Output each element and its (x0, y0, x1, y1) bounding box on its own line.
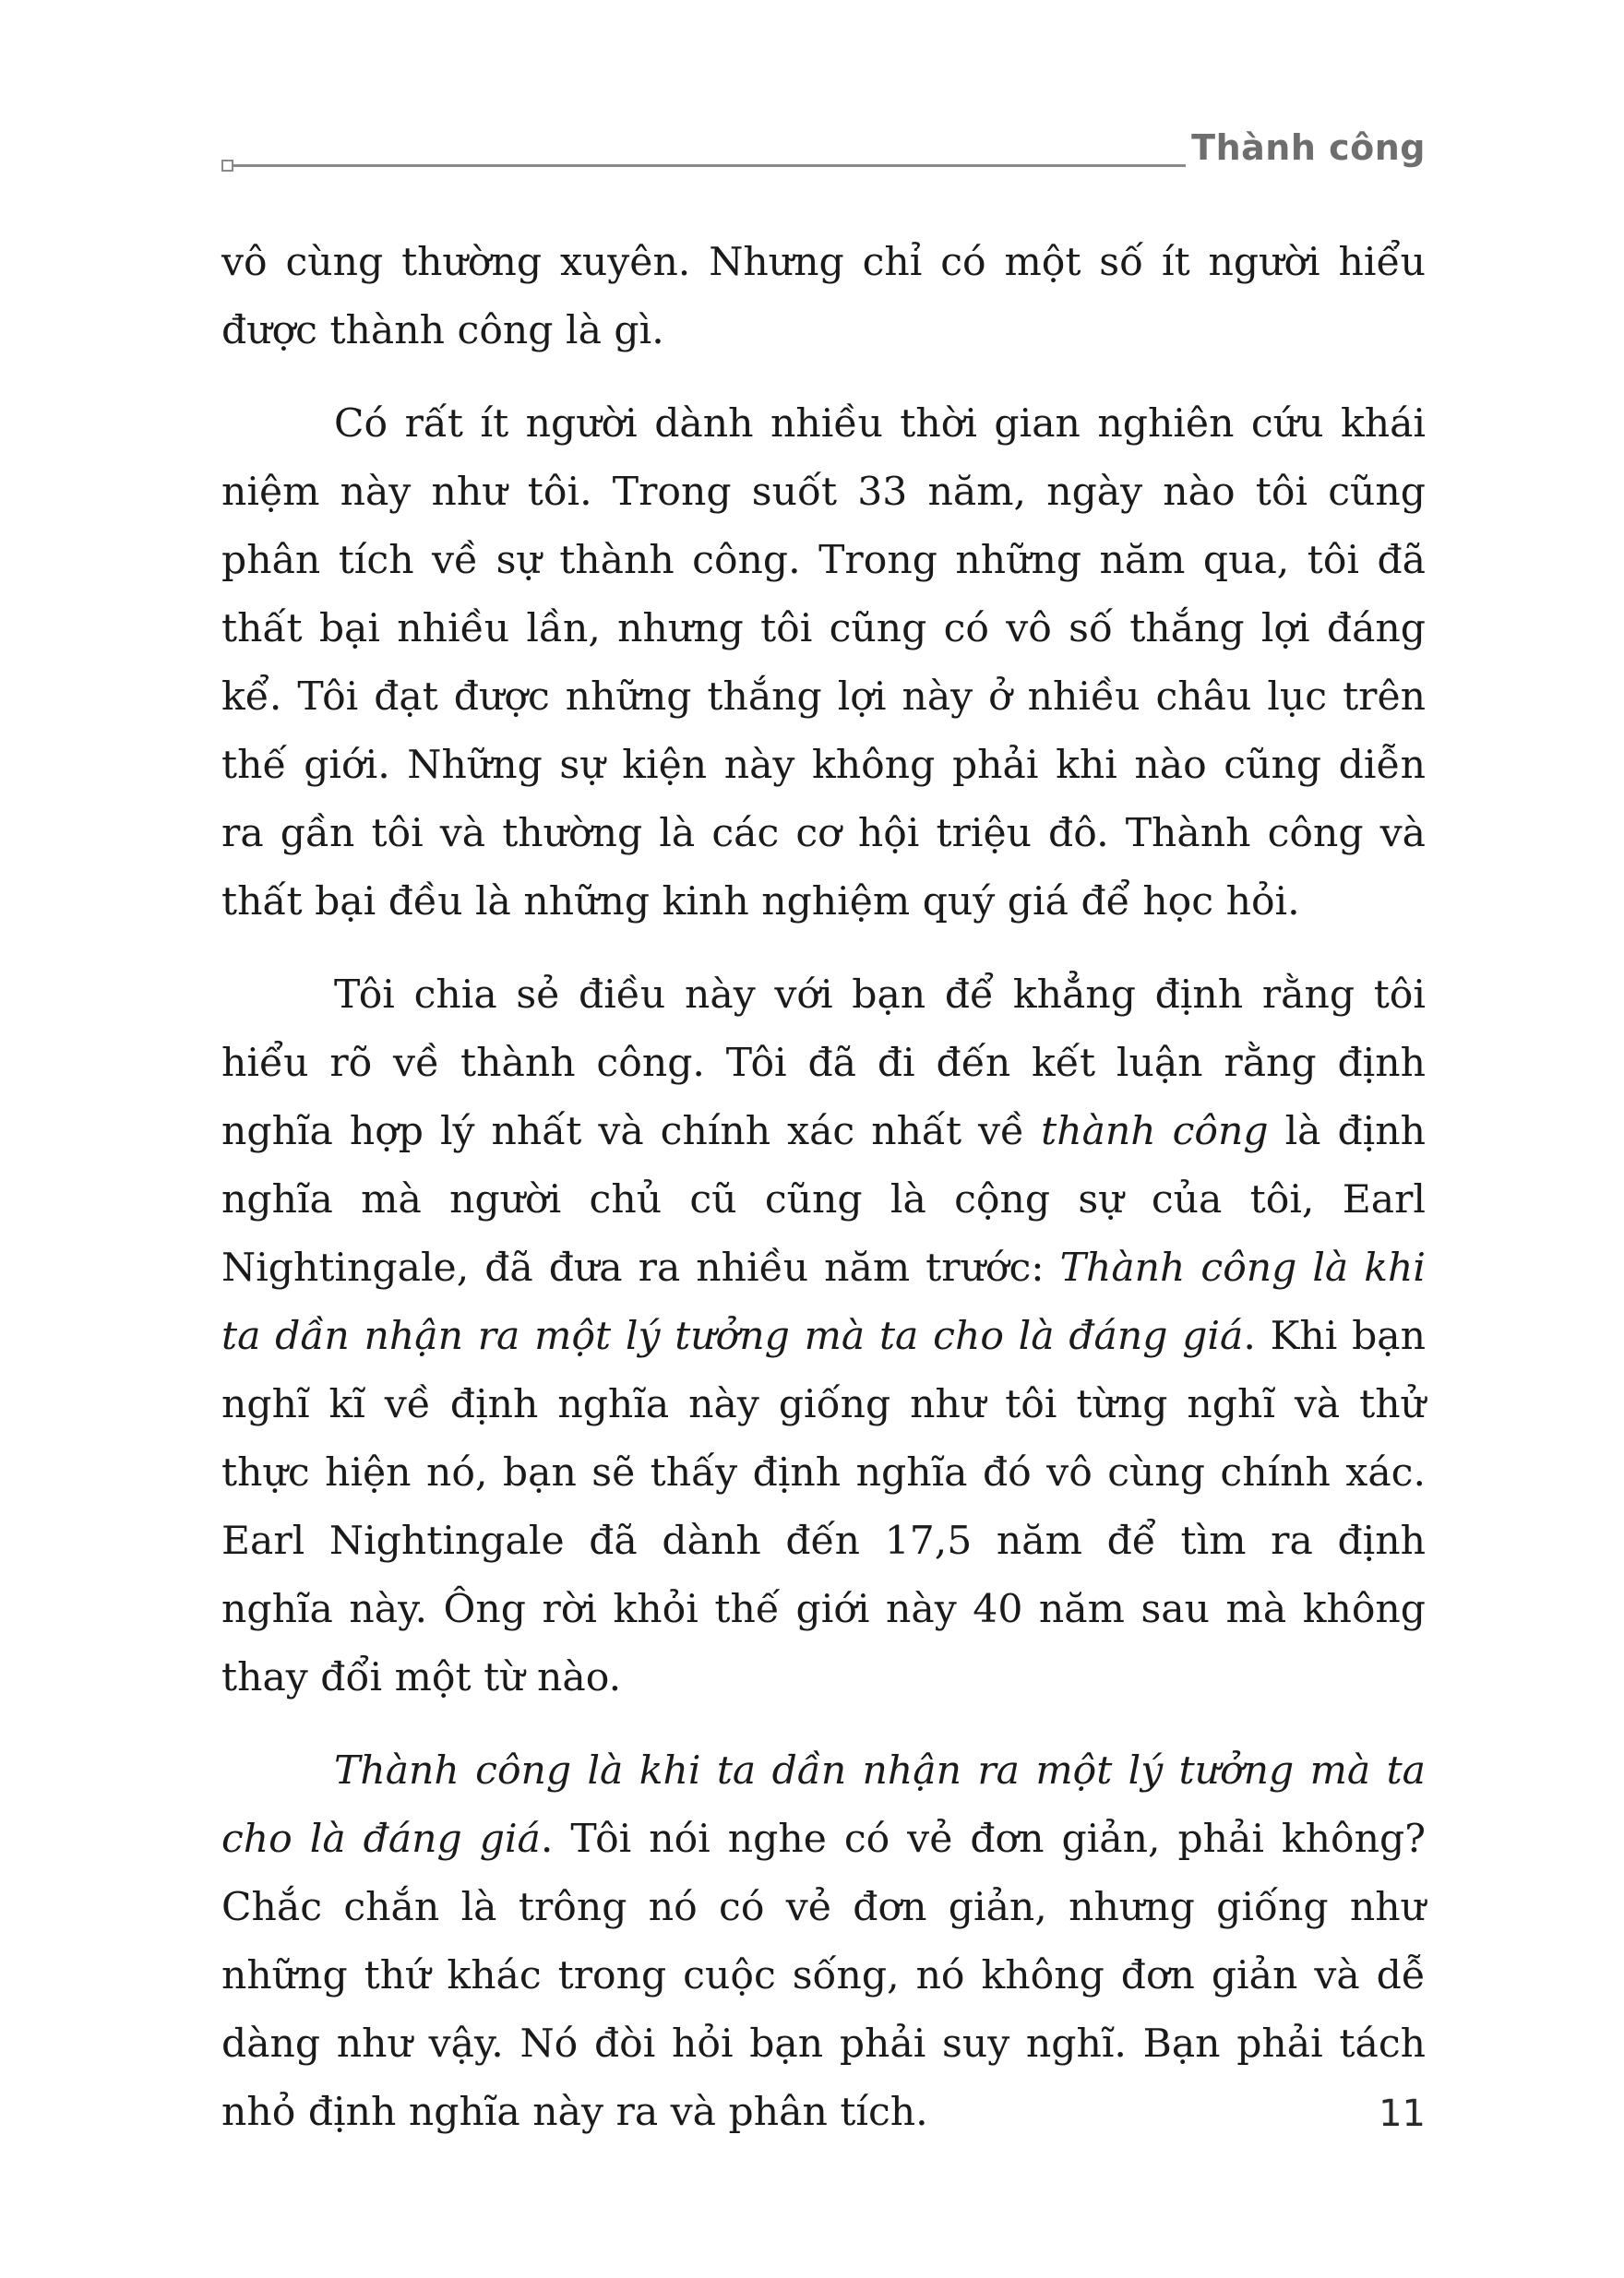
running-title: Thành công (1191, 127, 1426, 168)
paragraph-4-italic-definition: Thành công là khi ta dần nhận ra một lý tưởng mà ta cho là đáng giá (221, 1748, 1426, 1862)
paragraph-3-italic-definition: Thành công là khi ta dần nhận ra một lý tưởng mà ta cho là đáng giá (221, 1246, 1426, 1359)
paragraph-4-text-b: . Tôi nói nghe có vẻ đơn giản, phải không? Chắc chắn là trông nó có vẻ đơn giản, nhưng giống như những thứ khác trong cuộc sống, nó không đơn giản và dễ dàng như vậy. Nó đòi hỏi bạn phải suy nghĩ. Bạn phải tách nhỏ định nghĩa này ra và phân tích. (221, 1817, 1426, 2135)
paragraph-3 (221, 961, 1426, 1712)
paragraph-3-italic-term: thành công (1041, 1109, 1269, 1154)
body-text (221, 229, 1426, 2172)
page-number: 11 (1379, 2093, 1426, 2135)
paragraph-2: Có rất ít người dành nhiều thời gian nghiên cứu khái niệm này như tôi. Trong suốt 33 năm, ngày nào tôi cũng phân tích về sự thành công. Trong những năm qua, tôi đã thất bại nhiều lần, nhưng tôi cũng có vô số thắng lợi đáng kể. Tôi đạt được những thắng lợi này ở nhiều châu lục trên thế giới. Những sự kiện này không phải khi nào cũng diễn ra gần tôi và thường là các cơ hội triệu đô. Thành công và thất bại đều là những kinh nghiệm quý giá để học hỏi. (221, 401, 1426, 924)
paragraph-3-text-a: Tôi chia sẻ điều này với bạn để khẳng định rằng tôi hiểu rõ về thành công. Tôi đã đi đến kết luận rằng định nghĩa hợp lý nhất và chính xác nhất về (221, 972, 1426, 1154)
header-square-ornament (221, 160, 233, 172)
paragraph-1: vô cùng thường xuyên. Nhưng chỉ có một số ít người hiểu được thành công là gì. (221, 240, 1426, 353)
header-rule (221, 164, 1186, 167)
running-header (221, 127, 1426, 173)
paragraph-4 (221, 1737, 1426, 2147)
paragraph-3-text-e: . Khi bạn nghĩ kĩ về định nghĩa này giống như tôi từng nghĩ và thử thực hiện nó, bạn sẽ thấy định nghĩa đó vô cùng chính xác. Earl Nightingale đã dành đến 17,5 năm để tìm ra định nghĩa này. Ông rời khỏi thế giới này 40 năm sau mà không thay đổi một từ nào. (221, 1314, 1426, 1700)
paragraph-3-text-c: là định nghĩa mà người chủ cũ cũng là cộng sự của tôi, Earl Nightingale, đã đưa ra nhiều năm trước: (221, 1109, 1426, 1291)
